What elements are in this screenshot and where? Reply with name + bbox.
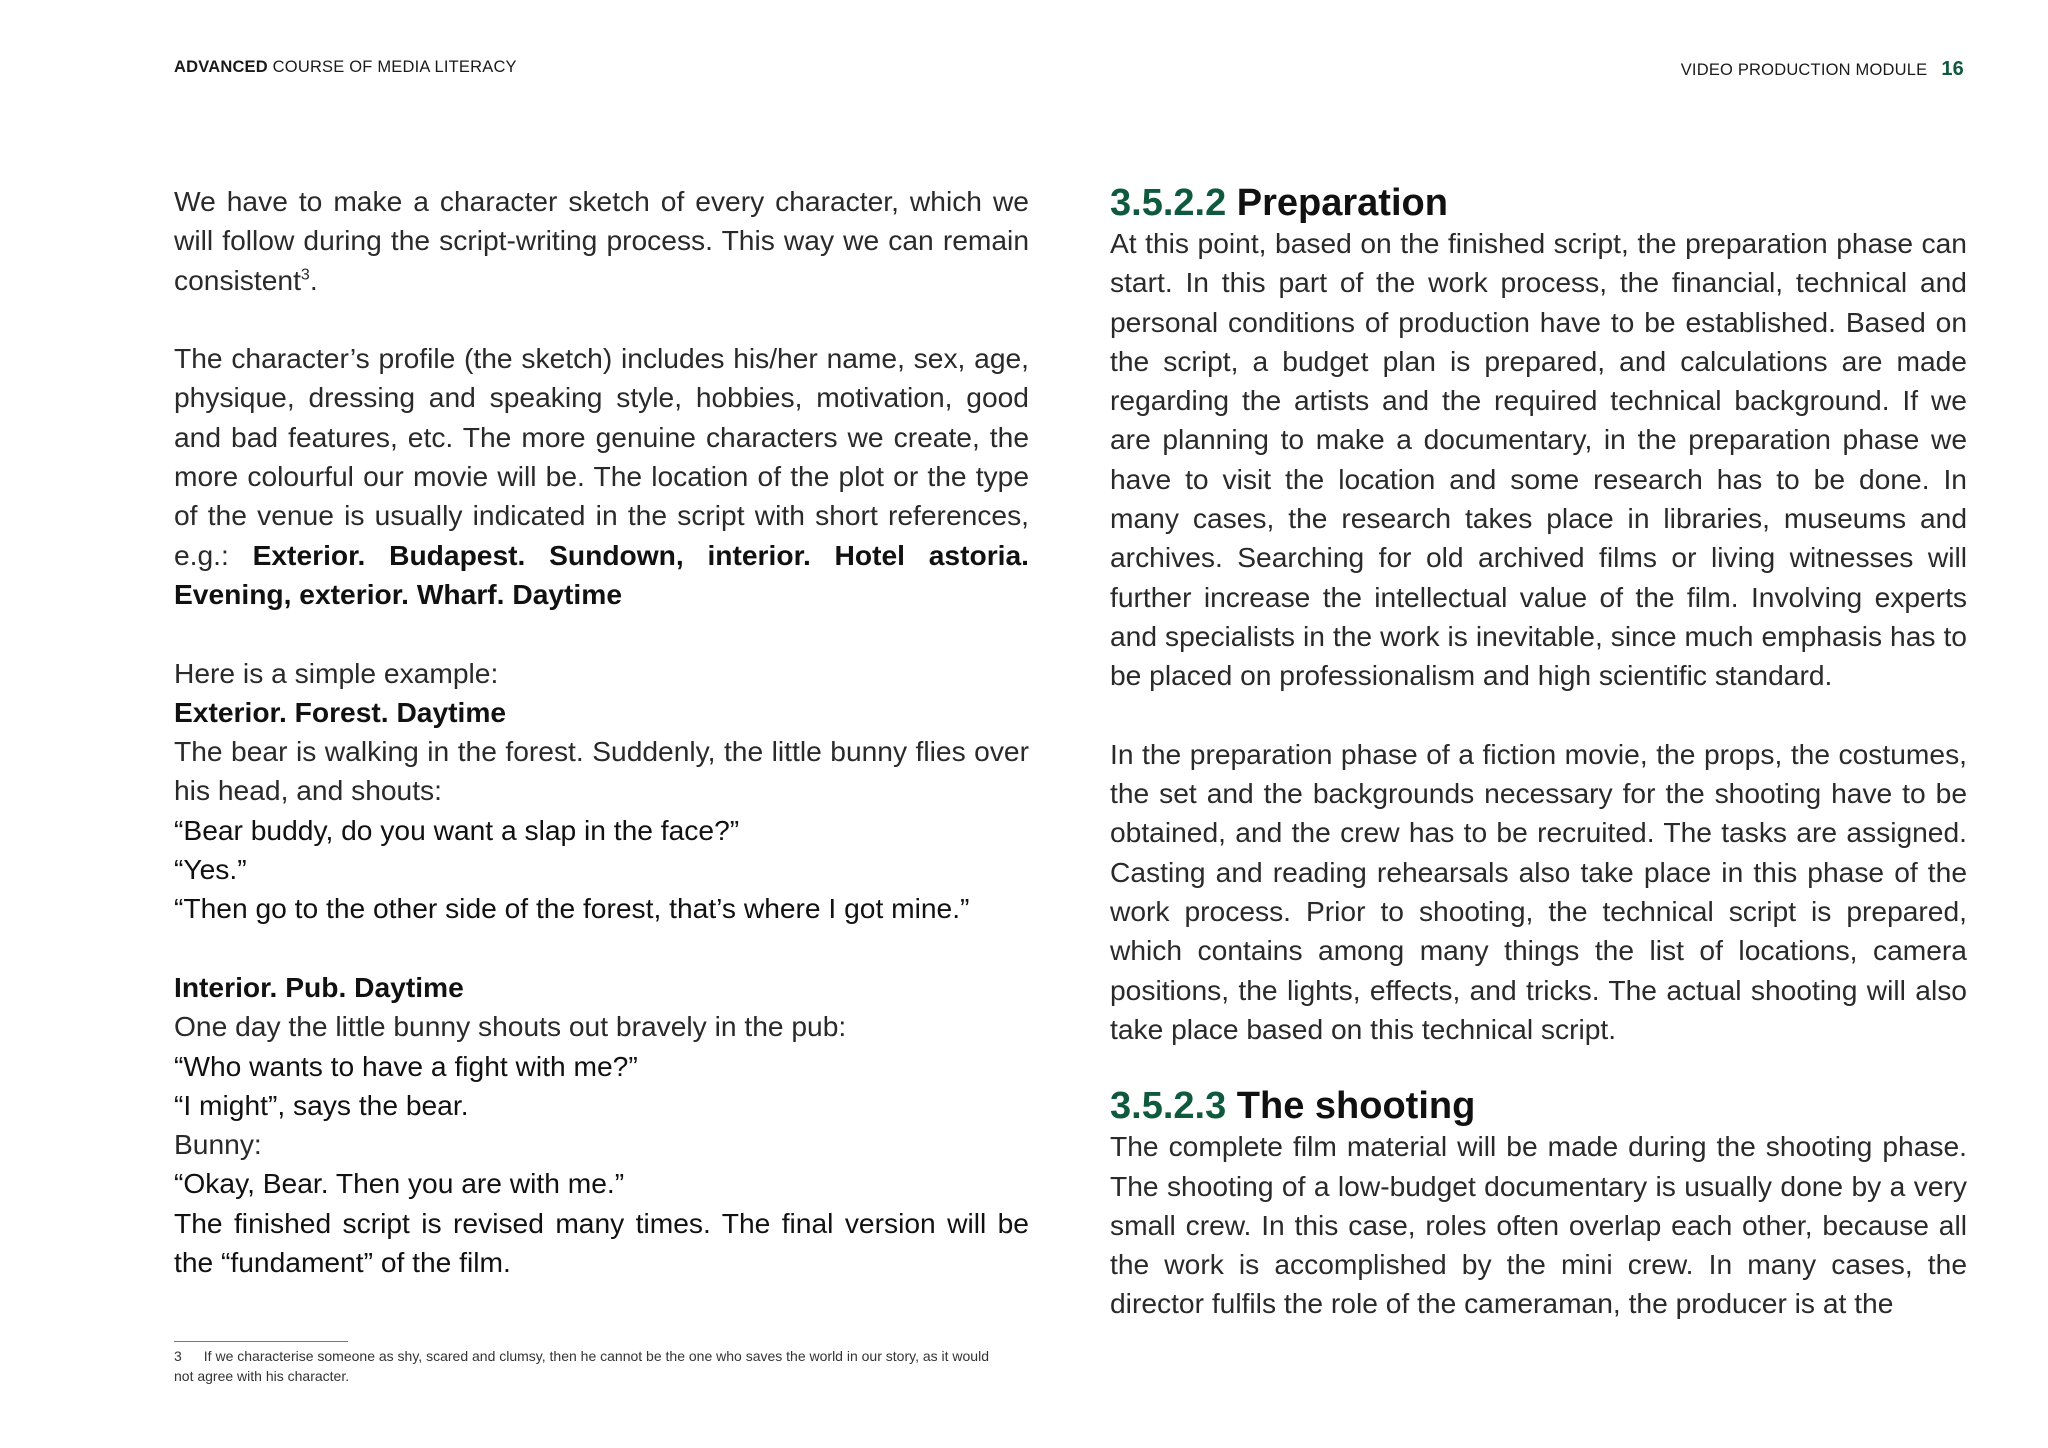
module-name: VIDEO PRODUCTION MODULE (1680, 61, 1928, 79)
footnote-divider (174, 1341, 348, 1342)
module-title (1681, 58, 1964, 81)
footnote-ref: 3 (300, 266, 310, 284)
scene1-line1: “Bear buddy, do you want a slap in the face?” (174, 813, 740, 846)
footnote (174, 1346, 1004, 1386)
p2-text: The character’s profile (the sketch) includes his/her name, sex, age, physique, dressing and speaking style, hobbies, motivation, good and bad features, etc. The more genuine characters we create, the more colourful our movie will be. The location of the plot or the type of the venue is usually indicated in the script with short references, e.g.: (174, 342, 1029, 571)
scene1-heading: Exterior. Forest. Daytime (174, 695, 507, 728)
heading-preparation (1110, 182, 1967, 224)
page-number: 16 (1941, 58, 1964, 80)
heading-preparation-number: 3.5.2.2 (1110, 182, 1227, 224)
closing-paragraph: The finished script is revised many times. The final version will be the “fundament” of the film. (174, 1206, 1029, 1279)
scene2-heading: Interior. Pub. Daytime (174, 970, 464, 1003)
p2-bold-references: Exterior. Budapest. Sundown, interior. Hotel astoria. Evening, exterior. Wharf. Daytime (174, 538, 1029, 610)
preparation-paragraph-1: At this point, based on the finished script, the preparation phase can start. In this part of the work process, the financial, technical and personal conditions of production have to be established. Based on the script, a budget plan is prepared, and calculations are made regarding the artists and the required technical background. If we are planning to make a documentary, in the preparation phase we have to visit the location and some research has to be done. In many cases, the research takes place in libraries, museums and archives. Searching for old archived films or living witnesses will further increase the intellectual value of the film. Involving experts and specialists in the work is inevitable, since much emphasis has to be placed on professionalism and high scientific standard. (1110, 227, 1967, 692)
heading-shooting-number: 3.5.2.3 (1110, 1085, 1227, 1128)
heading-shooting-title: The shooting (1226, 1085, 1476, 1128)
scene2-text: One day the little bunny shouts out bravely in the pub: (174, 1010, 847, 1043)
p1-end: . (309, 263, 318, 296)
right-column (1110, 182, 1967, 1324)
scene2-line2: “I might”, says the bear. (174, 1088, 469, 1121)
scene1-text: The bear is walking in the forest. Suddenly, the little bunny flies over his head, and shouts: (174, 735, 1029, 807)
heading-shooting (1110, 1085, 1967, 1127)
page-header (174, 58, 1964, 82)
example-intro: Here is a simple example: (174, 656, 499, 689)
course-title-bold: ADVANCED (174, 58, 268, 76)
scene1-line2: “Yes.” (174, 853, 247, 886)
p1-text: We have to make a character sketch of every character, which we will follow during the script-writing process. This way we can remain consistent (174, 185, 1029, 296)
scene2-line3: Bunny: (174, 1128, 262, 1161)
footnote-text: If we characterise someone as shy, scared and clumsy, then he cannot be the one who saves the world in our story, as it would not agree with his character. (174, 1348, 989, 1384)
scene2-line4: “Okay, Bear. Then you are with me.” (174, 1167, 625, 1200)
scene1-line3: “Then go to the other side of the forest, that’s where I got mine.” (174, 892, 970, 925)
preparation-paragraph-2: In the preparation phase of a fiction movie, the props, the costumes, the set and the backgrounds necessary for the shooting have to be obtained, and the crew has to be recruited. The tasks are assigned. Casting and reading rehearsals also take place in this phase of the work process. Prior to shooting, the technical script is prepared, which contains among many things the list of locations, camera positions, the lights, effects, and tricks. The actual shooting will also take place based on this technical script. (1110, 737, 1967, 1045)
paragraph-character-sketch (174, 182, 1029, 300)
shooting-paragraph-1: The complete film material will be made during the shooting phase. The shooting of a low-budget documentary is usually done by a very small crew. In this case, roles often overlap each other, because all the work is accomplished by the mini crew. In many cases, the director fulfils the role of the cameraman, the producer is at the (1110, 1130, 1967, 1320)
course-title (174, 58, 517, 77)
left-column (174, 182, 1029, 1282)
heading-preparation-title: Preparation (1226, 182, 1448, 224)
footnote-number: 3 (174, 1348, 182, 1364)
paragraph-character-profile (174, 339, 1029, 614)
course-title-rest: COURSE OF MEDIA LITERACY (267, 58, 517, 76)
scene2-line1: “Who wants to have a fight with me?” (174, 1049, 638, 1082)
